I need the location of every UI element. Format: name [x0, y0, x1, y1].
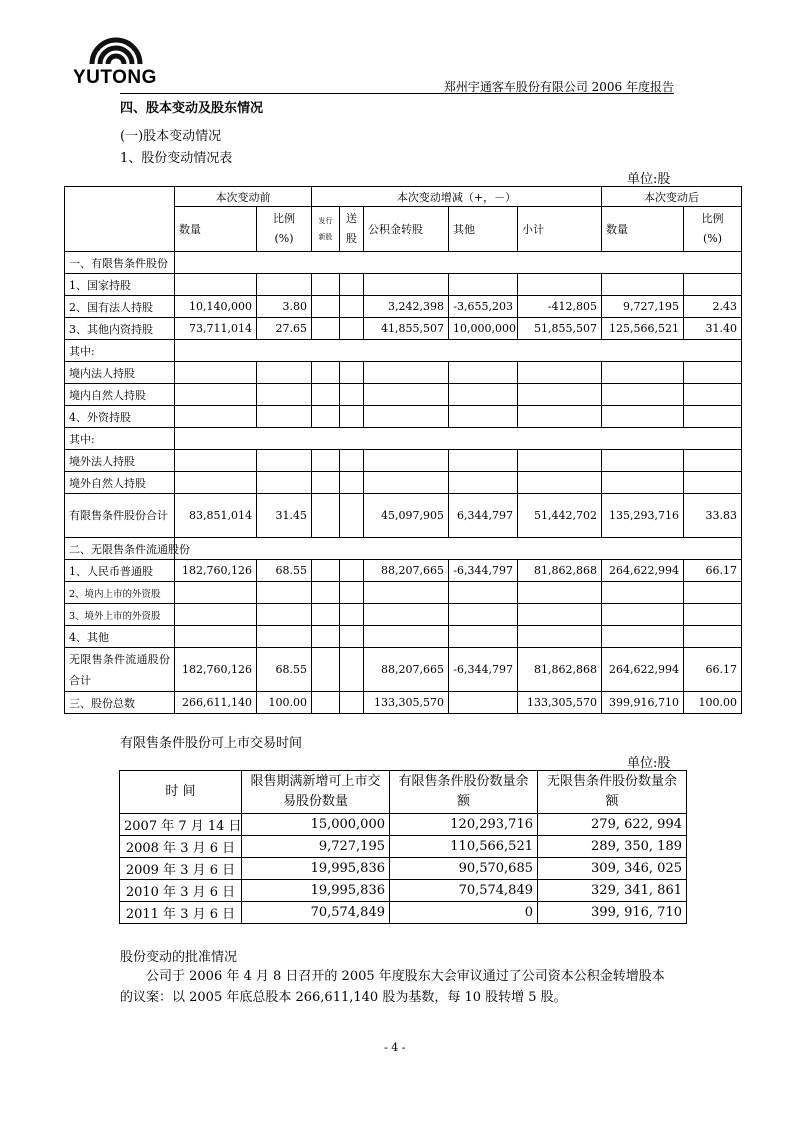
listing-value-cell: 19,995,836 [242, 858, 390, 880]
table-row [65, 296, 742, 318]
row-label: 4、外资持股 [65, 406, 175, 428]
listing-col-date: 时 间 [120, 771, 242, 814]
listing-date-cell: 2010 年 3 月 6 日 [120, 880, 242, 902]
table-cell [257, 450, 312, 472]
table-row [65, 406, 742, 428]
table-cell [175, 604, 257, 626]
listing-value-cell: 279, 622, 994 [538, 814, 687, 836]
listing-unit-label: 单位:股 [627, 756, 671, 771]
page-number: - 4 - [384, 1041, 406, 1054]
header-blank-cell [65, 187, 175, 252]
row-label: 4、其他 [65, 626, 175, 648]
group-header-change: 本次变动增减（+，－） [312, 187, 602, 207]
table-cell [312, 296, 340, 318]
table-cell [602, 450, 684, 472]
listing-date-cell: 2007 年 7 月 14 日 [120, 814, 242, 836]
table-cell [340, 626, 364, 648]
listing-row [120, 902, 687, 924]
row-label: 2、国有法人持股 [65, 296, 175, 318]
table-cell [175, 406, 257, 428]
table-cell [449, 406, 518, 428]
table-cell [312, 318, 340, 340]
table-cell: 31.40 [684, 318, 742, 340]
table-cell [684, 582, 742, 604]
table-cell: 3.80 [257, 296, 312, 318]
table-row [65, 472, 742, 494]
table-cell [602, 406, 684, 428]
header-divider [120, 93, 674, 94]
table-cell [312, 450, 340, 472]
listing-schedule-body [120, 814, 687, 924]
table-cell [257, 582, 312, 604]
table-cell [340, 648, 364, 692]
listing-schedule-table [119, 770, 687, 924]
table-cell [340, 472, 364, 494]
table-cell [340, 692, 364, 714]
table-cell [175, 428, 742, 450]
table-cell [257, 604, 312, 626]
table-cell: 182,760,126 [175, 560, 257, 582]
table-cell: 66.17 [684, 560, 742, 582]
table-cell [340, 604, 364, 626]
listing-value-cell: 0 [390, 902, 538, 924]
table-cell [340, 450, 364, 472]
row-label: 其中: [65, 340, 175, 362]
table-cell [518, 472, 602, 494]
table-cell [518, 450, 602, 472]
table-cell [364, 450, 449, 472]
table-row [65, 604, 742, 626]
approval-title: 股份变动的批准情况 [120, 950, 238, 965]
table-cell [312, 604, 340, 626]
col-header-other: 其他 [449, 207, 518, 252]
col-header-ratio: 比例 (%) [257, 207, 312, 252]
table-header-row [65, 187, 742, 207]
table-cell [449, 362, 518, 384]
table-cell [175, 582, 257, 604]
table-cell [684, 604, 742, 626]
table-cell [364, 274, 449, 296]
table-cell [449, 604, 518, 626]
table-cell [175, 362, 257, 384]
listing-value-cell: 90,570,685 [390, 858, 538, 880]
table-cell: 100.00 [684, 692, 742, 714]
table-cell [257, 362, 312, 384]
table-cell [364, 626, 449, 648]
table-cell: 6,344,797 [449, 494, 518, 538]
table-cell [312, 406, 340, 428]
table-cell: 399,916,710 [602, 692, 684, 714]
listing-date-cell: 2011 年 3 月 6 日 [120, 902, 242, 924]
table-cell [449, 450, 518, 472]
table-cell [449, 626, 518, 648]
table-cell [602, 604, 684, 626]
table-cell [602, 472, 684, 494]
listing-value-cell: 70,574,849 [242, 902, 390, 924]
col-header-subtotal: 小计 [518, 207, 602, 252]
row-label: 境内法人持股 [65, 362, 175, 384]
row-label: 境外法人持股 [65, 450, 175, 472]
table-cell [684, 362, 742, 384]
table-cell [257, 274, 312, 296]
table-cell: 133,305,570 [364, 692, 449, 714]
table-cell [602, 582, 684, 604]
listing-value-cell: 289, 350, 189 [538, 836, 687, 858]
col-header-issue-new: 发行 新股 [312, 207, 340, 252]
listing-row [120, 880, 687, 902]
row-label: 三、股份总数 [65, 692, 175, 714]
table-cell [518, 362, 602, 384]
table-row [65, 582, 742, 604]
table-cell [602, 626, 684, 648]
table-cell [684, 274, 742, 296]
subsection-title: (一)股本变动情况 [120, 129, 222, 144]
listing-value-cell: 9,727,195 [242, 836, 390, 858]
table-cell [312, 274, 340, 296]
table-cell [602, 274, 684, 296]
table-row [65, 692, 742, 714]
table-cell [312, 560, 340, 582]
logo-arcs-icon [88, 34, 144, 66]
row-label: 1、国家持股 [65, 274, 175, 296]
table-row [65, 252, 742, 274]
table-cell: 81,862,868 [518, 648, 602, 692]
col-header-bonus: 送 股 [340, 207, 364, 252]
table-cell: 51,442,702 [518, 494, 602, 538]
row-label: 3、境外上市的外资股 [65, 604, 175, 626]
table-cell [312, 384, 340, 406]
share-change-body [65, 252, 742, 714]
table-cell [684, 406, 742, 428]
table-cell: 266,611,140 [175, 692, 257, 714]
row-label: 有限售条件股份合计 [65, 494, 175, 538]
table-cell: 73,711,014 [175, 318, 257, 340]
listing-header-row [120, 771, 687, 814]
table-cell: 81,862,868 [518, 560, 602, 582]
table-cell [340, 274, 364, 296]
report-header-title: 郑州宇通客车股份有限公司 2006 年度报告 [443, 80, 674, 94]
table-cell [175, 472, 257, 494]
col-header-qty: 数量 [175, 207, 257, 252]
table-cell [684, 472, 742, 494]
table-cell [518, 274, 602, 296]
table-cell [449, 582, 518, 604]
table-cell [364, 384, 449, 406]
table-cell [340, 362, 364, 384]
table-cell [684, 450, 742, 472]
listing-date-cell: 2009 年 3 月 6 日 [120, 858, 242, 880]
table-cell: 31.45 [257, 494, 312, 538]
table-cell [257, 472, 312, 494]
table-cell: 182,760,126 [175, 648, 257, 692]
table-cell [312, 362, 340, 384]
section-title: 四、股本变动及股东情况 [120, 101, 264, 116]
listing-col-new-tradable: 限售期满新增可上市交易股份数量 [242, 771, 390, 814]
table-cell [340, 494, 364, 538]
table-cell [518, 582, 602, 604]
listing-value-cell: 110,566,521 [390, 836, 538, 858]
table-cell [312, 472, 340, 494]
table-row [65, 538, 742, 560]
table-cell: 135,293,716 [602, 494, 684, 538]
table-cell [312, 494, 340, 538]
table-cell [449, 384, 518, 406]
table-cell [364, 362, 449, 384]
table-cell: 10,140,000 [175, 296, 257, 318]
table-cell: 41,855,507 [364, 318, 449, 340]
row-label: 境内自然人持股 [65, 384, 175, 406]
table-cell [257, 406, 312, 428]
group-header-after: 本次变动后 [602, 187, 742, 207]
table-cell: 83,851,014 [175, 494, 257, 538]
table-cell [684, 384, 742, 406]
row-label: 一、有限售条件股份 [65, 252, 175, 274]
table-cell [175, 626, 257, 648]
table-cell: 27.65 [257, 318, 312, 340]
table-cell [340, 406, 364, 428]
table-cell [684, 626, 742, 648]
table-cell: 45,097,905 [364, 494, 449, 538]
table-cell [340, 384, 364, 406]
table-cell: 2.43 [684, 296, 742, 318]
table-row [65, 384, 742, 406]
table-row [65, 560, 742, 582]
row-label: 无限售条件流通股份合计 [65, 648, 175, 692]
table-cell: 68.55 [257, 560, 312, 582]
col-header-ratio-after: 比例 (%) [684, 207, 742, 252]
table-cell [312, 648, 340, 692]
table-cell: 33.83 [684, 494, 742, 538]
table-cell [364, 406, 449, 428]
table-cell [340, 560, 364, 582]
table-cell [257, 626, 312, 648]
table-cell: 51,855,507 [518, 318, 602, 340]
table-cell [449, 692, 518, 714]
table-cell [175, 384, 257, 406]
table-cell: 68.55 [257, 648, 312, 692]
listing-value-cell: 70,574,849 [390, 880, 538, 902]
row-label: 二、无限售条件流通股份 [65, 538, 175, 560]
table-cell [340, 296, 364, 318]
table-caption: 1、股份变动情况表 [120, 151, 233, 166]
table-row [65, 626, 742, 648]
listing-title: 有限售条件股份可上市交易时间 [120, 736, 303, 751]
table-row [65, 494, 742, 538]
row-label: 其中: [65, 428, 175, 450]
unit-label: 单位:股 [627, 172, 671, 187]
row-label: 3、其他内资持股 [65, 318, 175, 340]
listing-value-cell: 19,995,836 [242, 880, 390, 902]
table-cell: 264,622,994 [602, 648, 684, 692]
listing-col-unrestricted-balance: 无限售条件股份数量余额 [538, 771, 687, 814]
table-cell [518, 604, 602, 626]
table-cell: 133,305,570 [518, 692, 602, 714]
approval-paragraph: 公司于 2006 年 4 月 8 日召开的 2005 年度股东大会审议通过了公司资本公积金转增股本的议案：以 2005 年底总股本 266,611,140 股为基数，每 10 股转增 5 股。 [120, 969, 665, 1005]
table-cell: 264,622,994 [602, 560, 684, 582]
table-cell: 125,566,521 [602, 318, 684, 340]
table-row [65, 318, 742, 340]
listing-row [120, 836, 687, 858]
listing-row [120, 858, 687, 880]
listing-value-cell: 309, 346, 025 [538, 858, 687, 880]
table-cell [518, 406, 602, 428]
table-row [65, 428, 742, 450]
table-cell [340, 582, 364, 604]
table-cell [449, 472, 518, 494]
logo-text: YUTONG [73, 67, 157, 88]
table-cell [175, 252, 742, 274]
table-cell [449, 274, 518, 296]
table-cell [364, 604, 449, 626]
table-row [65, 340, 742, 362]
group-header-before: 本次变动前 [175, 187, 312, 207]
listing-value-cell: 329, 341, 861 [538, 880, 687, 902]
row-label: 2、境内上市的外资股 [65, 582, 175, 604]
table-cell [175, 274, 257, 296]
table-row [65, 648, 742, 692]
table-cell: -3,655,203 [449, 296, 518, 318]
listing-date-cell: 2008 年 3 月 6 日 [120, 836, 242, 858]
table-cell [312, 692, 340, 714]
row-label: 境外自然人持股 [65, 472, 175, 494]
table-cell: -6,344,797 [449, 560, 518, 582]
table-cell [364, 472, 449, 494]
table-cell [518, 384, 602, 406]
table-cell: -6,344,797 [449, 648, 518, 692]
listing-col-restricted-balance: 有限售条件股份数量余额 [390, 771, 538, 814]
table-cell [175, 538, 742, 560]
table-cell [257, 384, 312, 406]
table-cell [312, 582, 340, 604]
table-cell [175, 450, 257, 472]
listing-value-cell: 15,000,000 [242, 814, 390, 836]
table-cell [364, 582, 449, 604]
listing-value-cell: 399, 916, 710 [538, 902, 687, 924]
table-cell: 9,727,195 [602, 296, 684, 318]
table-row [65, 450, 742, 472]
row-label: 1、人民币普通股 [65, 560, 175, 582]
share-change-table [64, 186, 742, 714]
table-cell [602, 362, 684, 384]
table-cell: 66.17 [684, 648, 742, 692]
table-cell [602, 384, 684, 406]
table-cell [175, 340, 742, 362]
table-cell: -412,805 [518, 296, 602, 318]
listing-value-cell: 120,293,716 [390, 814, 538, 836]
table-cell: 10,000,000 [449, 318, 518, 340]
table-cell: 88,207,665 [364, 648, 449, 692]
table-row [65, 274, 742, 296]
table-cell: 100.00 [257, 692, 312, 714]
table-cell [518, 626, 602, 648]
table-cell: 3,242,398 [364, 296, 449, 318]
table-cell: 88,207,665 [364, 560, 449, 582]
table-cell [312, 626, 340, 648]
listing-row [120, 814, 687, 836]
table-cell [340, 318, 364, 340]
col-header-reserve: 公积金转股 [364, 207, 449, 252]
col-header-qty-after: 数量 [602, 207, 684, 252]
table-row [65, 362, 742, 384]
